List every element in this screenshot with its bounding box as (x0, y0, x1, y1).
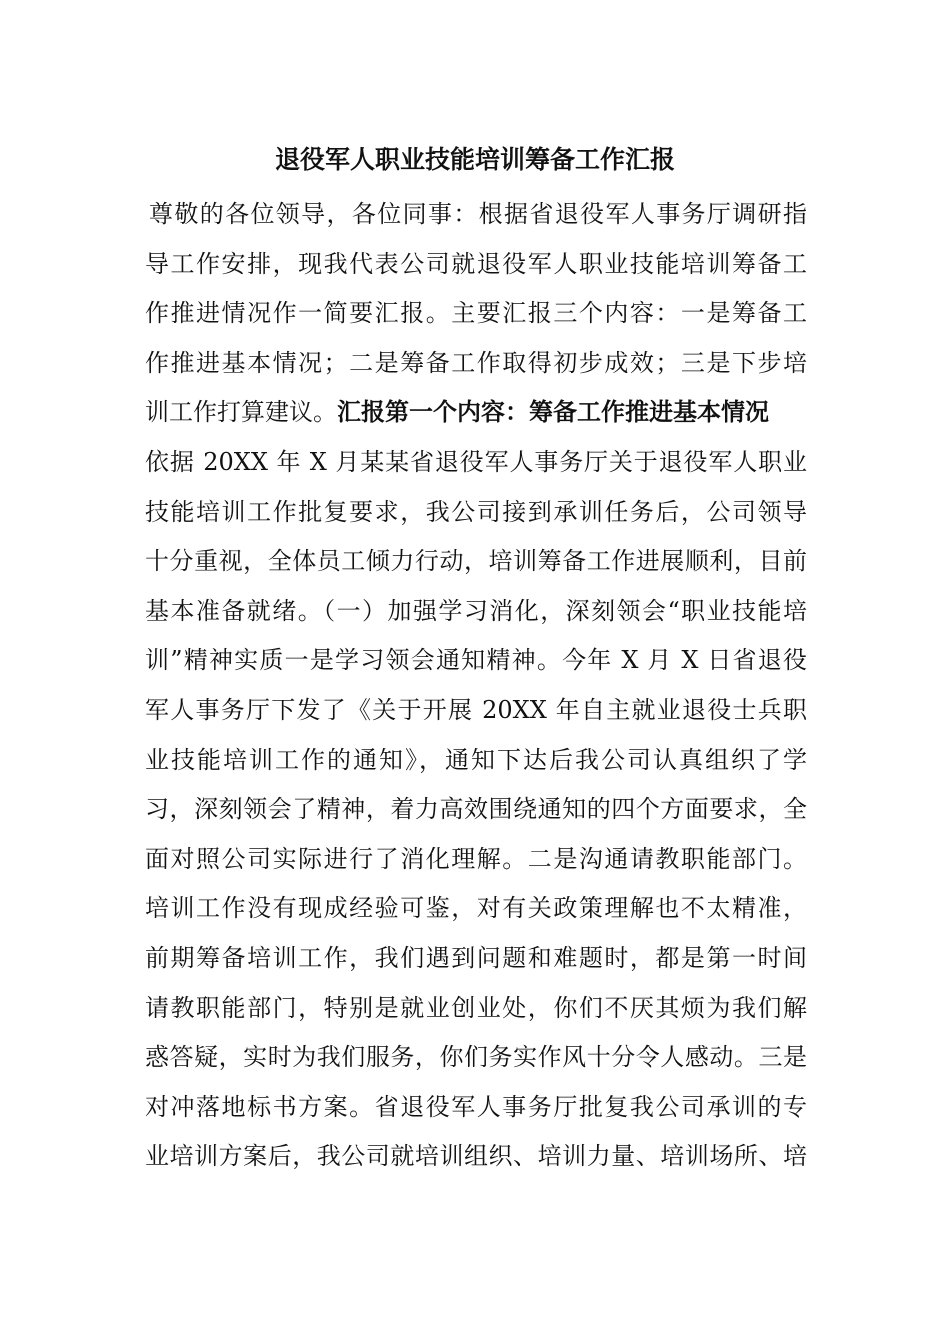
body-line (145, 742, 807, 778)
body-text-segment: 业培训方案后，我公司就培训组织、培训力量、培训场所、培 (145, 1142, 807, 1171)
body-text-segment: 十分重视，全体员工倾力行动，培训筹备工作进展顺利，目前 (145, 547, 807, 576)
body-text-segment: 作推进情况作一简要汇报。主要汇报三个内容：一是筹备工 (145, 299, 807, 328)
body-text-segment: 惑答疑，实时为我们服务，你们务实作风十分令人感动。三是 (145, 1043, 807, 1072)
body-text-segment: 基本准备就绪。（一）加强学习消化，深刻领会“职业技能培 (145, 596, 807, 625)
body-line (145, 345, 807, 381)
body-line (145, 990, 807, 1026)
body-line (145, 791, 807, 827)
body-text-segment: 对冲落地标书方案。省退役军人事务厅批复我公司承训的专 (145, 1092, 807, 1121)
body-line (145, 295, 807, 331)
body-line (145, 543, 807, 579)
body-line (145, 692, 807, 728)
body-text-segment: 习，深刻领会了精神，着力高效围绕通知的四个方面要求，全 (145, 795, 807, 824)
body-line (145, 394, 807, 430)
body-line (145, 1089, 807, 1125)
document-title: 退役军人职业技能培训筹备工作汇报 (274, 145, 675, 174)
body-line (145, 593, 807, 629)
body-line (145, 890, 807, 926)
body-text-segment: 技能培训工作批复要求，我公司接到承训任务后，公司领导 (145, 497, 807, 526)
body-text-segment: 尊敬的各位领导，各位同事：根据省退役军人事务厅调研指 (149, 200, 807, 228)
body-text-segment: 导工作安排，现我代表公司就退役军人职业技能培训筹备工 (145, 249, 807, 278)
body-line (145, 841, 807, 877)
body-line (145, 1138, 807, 1174)
body-text-segment: 面对照公司实际进行了消化理解。二是沟通请教职能部门。 (145, 844, 807, 873)
body-text-segment: 培训工作没有现成经验可鉴，对有关政策理解也不太精准， (145, 894, 807, 923)
body-line (149, 196, 807, 232)
body-text-segment: 前期筹备培训工作，我们遇到问题和难题时，都是第一时间 (145, 944, 807, 972)
body-text-segment: 军人事务厅下发了《关于开展 20XX 年自主就业退役士兵职 (145, 696, 807, 724)
body-text-segment: 业技能培训工作的通知》，通知下达后我公司认真组织了学 (145, 745, 807, 774)
body-line (145, 246, 807, 282)
body-line (145, 1039, 807, 1075)
body-line (145, 444, 807, 480)
bold-heading-text: 汇报第一个内容：筹备工作推进基本情况 (337, 398, 769, 427)
body-text-segment: 依据 20XX 年 X 月某某省退役军人事务厅关于退役军人职业 (145, 448, 807, 476)
body-text-segment: 训工作打算建议。 (145, 398, 337, 427)
body-line (145, 494, 807, 530)
body-text-segment: 训”精神实质一是学习领会通知精神。今年 X 月 X 日省退役 (145, 646, 807, 675)
body-text-segment: 请教职能部门，特别是就业创业处，你们不厌其烦为我们解 (145, 993, 807, 1022)
body-text-segment: 作推进基本情况；二是筹备工作取得初步成效；三是下步培 (145, 348, 807, 377)
body-line (145, 642, 807, 678)
body-line (145, 940, 807, 976)
document-body (145, 0, 807, 1344)
